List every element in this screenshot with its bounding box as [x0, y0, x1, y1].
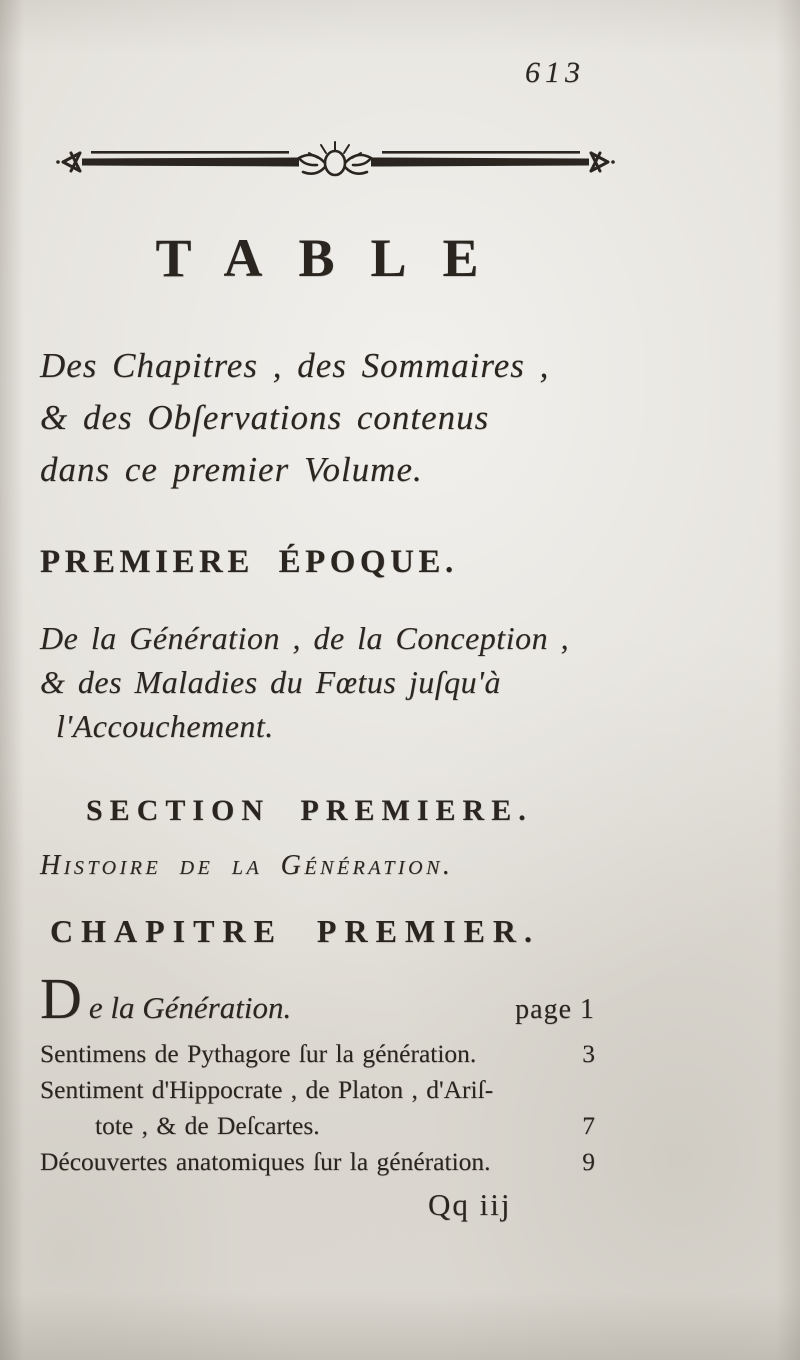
- epoque-subtitle-line: & des Maladies du Fœtus juſqu'à: [40, 664, 501, 700]
- chapter-heading: CHAPITRE PREMIER.: [50, 913, 541, 949]
- toc-entry: [40, 1036, 595, 1072]
- entry-page: 7: [582, 1111, 595, 1140]
- toc-entry: [40, 1072, 595, 1144]
- page-word: page: [515, 994, 572, 1025]
- entry-text: Sentiment d'Hippocrate , de Platon , d'Ariſ-: [40, 1075, 494, 1104]
- page-value: 1: [580, 994, 595, 1025]
- first-entry-text: e la Génération.: [88, 990, 292, 1025]
- epoque-subtitle-line: De la Génération , de la Conception ,: [40, 620, 570, 656]
- signature-mark: Qq iij: [428, 1187, 512, 1222]
- first-entry-page: [515, 994, 595, 1026]
- table-subtitle: [40, 340, 630, 496]
- ornamental-rule: [40, 138, 630, 186]
- epoque-subtitle: [40, 616, 630, 748]
- page-title: TABLE: [155, 228, 515, 288]
- entry-text: Découvertes anatomiques ſur la génération.: [40, 1147, 491, 1176]
- ornamental-rule-graphic: [53, 138, 618, 186]
- drop-cap-initial: D: [40, 966, 82, 1031]
- page-number: 613: [525, 56, 585, 89]
- entry-text: tote , & de Deſcartes.: [95, 1111, 320, 1140]
- epoque-subtitle-line: l'Accouchement.: [56, 708, 274, 744]
- toc-entries: [40, 1036, 630, 1180]
- subtitle-line: & des Obſervations contenus: [40, 398, 490, 437]
- entry-text: Sentimens de Pythagore ſur la génération.: [40, 1039, 477, 1068]
- section-subheading: Histoire de la Génération.: [40, 850, 454, 881]
- entry-continuation: [40, 1108, 595, 1144]
- section-heading: SECTION PREMIERE.: [86, 794, 533, 827]
- subtitle-line: Des Chapitres , des Sommaires ,: [40, 346, 550, 385]
- toc-entry: [40, 1144, 595, 1180]
- epoque-heading: PREMIERE ÉPOQUE.: [40, 544, 458, 580]
- toc-first-entry: [40, 966, 630, 1031]
- entry-page: 9: [582, 1147, 595, 1176]
- entry-page: 3: [582, 1039, 595, 1068]
- subtitle-line: dans ce premier Volume.: [40, 450, 423, 489]
